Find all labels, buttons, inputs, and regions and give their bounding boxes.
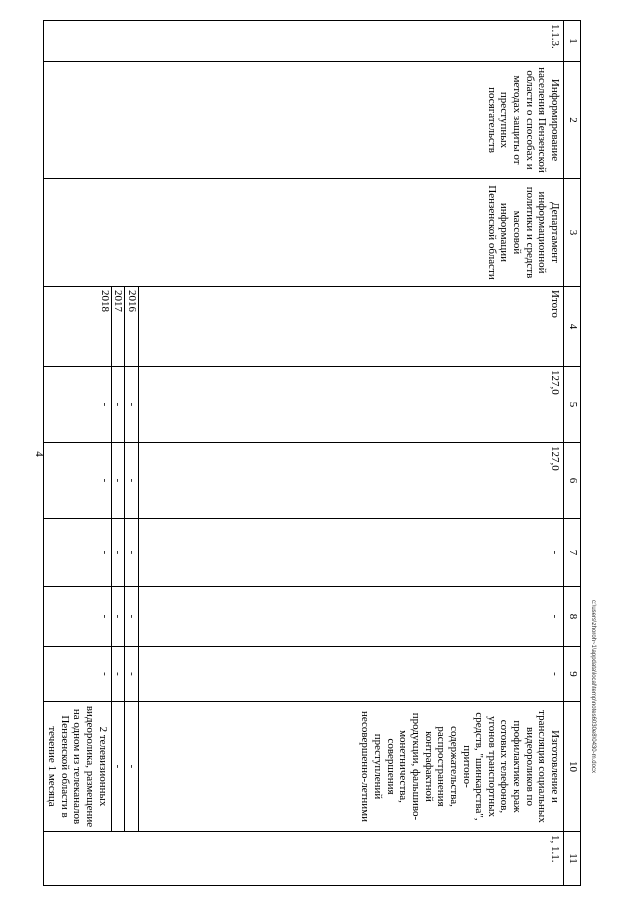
col5-value: - (43, 367, 111, 443)
col11-reference: 1, 1.1. (43, 832, 563, 886)
col10-value: - (111, 702, 125, 832)
measure-number: 1.1.3. (43, 21, 563, 62)
col7-value: - (43, 519, 111, 587)
col7-total: - (139, 519, 564, 587)
header-row (564, 21, 581, 886)
col5-value: - (125, 367, 139, 443)
rotated-table-container (46, 20, 581, 885)
col8-total: - (139, 587, 564, 647)
col5-total: 127,0 (139, 367, 564, 443)
col6-total: 127,0 (139, 443, 564, 519)
col6-value: - (125, 443, 139, 519)
col7-value: - (125, 519, 139, 587)
header-cell: 11 (564, 832, 581, 886)
col9-value: - (111, 647, 125, 702)
period-total-label: Итого (139, 287, 564, 367)
col9-total: - (139, 647, 564, 702)
header-cell: 4 (564, 287, 581, 367)
header-cell: 5 (564, 367, 581, 443)
header-cell: 6 (564, 443, 581, 519)
col10-value: - (125, 702, 139, 832)
measure-executor: Департамент информационной политики и средств массовой информации Пензенской области (43, 179, 563, 287)
year-label: 2016 (125, 287, 139, 367)
measures-table (43, 20, 581, 886)
col9-value: - (43, 647, 111, 702)
year-label: 2017 (111, 287, 125, 367)
header-cell: 2 (564, 62, 581, 179)
col10-total: Изготовление и трансляция социальных видеороликов по профилактике краж сотовых телефонов, угонов транспортных средств, "шинкарства", притоно-содержательства, распространения контрафактной продукции, фальшиво-монетничества, совершения преступлений несовершенно-летними (139, 702, 564, 832)
col8-value: - (125, 587, 139, 647)
col6-value: - (43, 443, 111, 519)
year-label: 2018 (43, 287, 111, 367)
header-cell: 7 (564, 519, 581, 587)
table-row-total (139, 21, 564, 886)
col10-value: 2 телевизионных видеоролика, размещение на одном из телеканалов Пензенской области в течение 1 месяца (43, 702, 111, 832)
header-cell: 10 (564, 702, 581, 832)
page-number: 4 (32, 451, 45, 457)
file-path-footer: c:\users\zhoroh~1\appdata\local\temp\notes6030e8\0430-m.docx (590, 600, 596, 773)
header-cell: 9 (564, 647, 581, 702)
col9-value: - (125, 647, 139, 702)
col6-value: - (111, 443, 125, 519)
col8-value: - (43, 587, 111, 647)
col8-value: - (111, 587, 125, 647)
col5-value: - (111, 367, 125, 443)
col7-value: - (111, 519, 125, 587)
header-cell: 8 (564, 587, 581, 647)
measure-name: Информирование населения Пензенской области о способах и методах защиты от преступных посягательств (43, 62, 563, 179)
header-cell: 1 (564, 21, 581, 62)
header-cell: 3 (564, 179, 581, 287)
